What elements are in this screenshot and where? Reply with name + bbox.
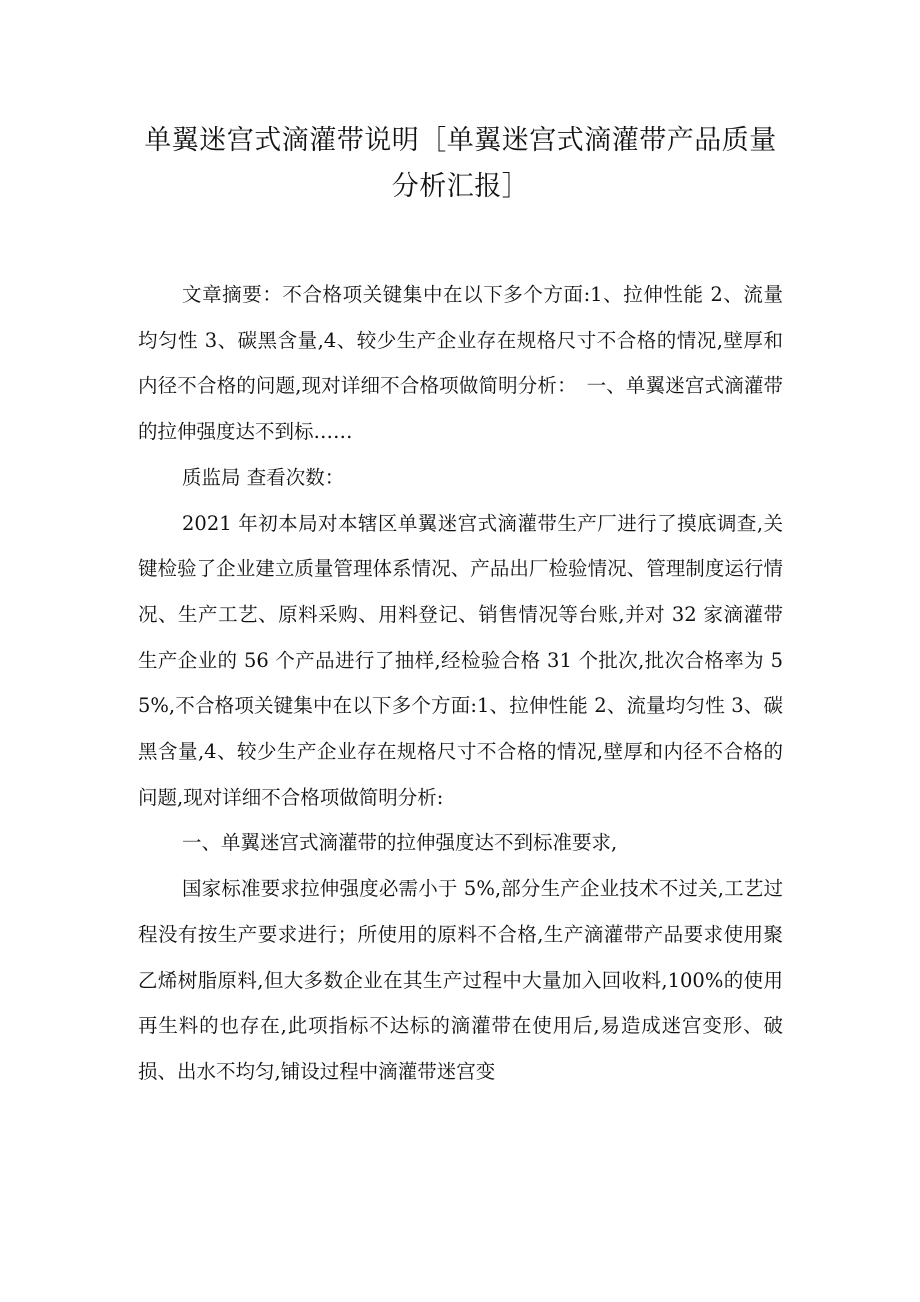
source-line: 质监局 查看次数：: [182, 465, 345, 489]
survey-paragraph: 2021 年初本局对本辖区单翼迷宫式滴灌带生产厂进行了摸底调查,关键检验了企业建立质量管理体系情况、产品出厂检验情况、管理制度运行情况、生产工艺、原料采购、用料登记、销售情况等台账,并对 32 家滴灌带生产企业的 56 个产品进行了抽样,经检验合格 31 个批次,批次合格率为 55%,不合格项关键集中在以下多个方面:1、拉伸性能 2、流量均匀性 3、碳黑含量,4、较少生产企业存在规格尺寸不合格的情况,壁厚和内径不合格的问题,现对详细不合格项做简明分析:: [138, 511, 783, 809]
document-body: [138, 272, 783, 1095]
abstract-paragraph: 文章摘要：不合格项关键集中在以下多个方面:1、拉伸性能 2、流量均匀性 3、碳黑含量,4、较少生产企业存在规格尺寸不合格的情况,壁厚和内径不合格的问题,现对详细不合格项做简明分析： 一、单翼迷宫式滴灌带的拉伸强度达不到标……: [138, 283, 783, 444]
tensile-paragraph: 国家标准要求拉伸强度必需小于 5%,部分生产企业技术不过关,工艺过程没有按生产要求进行；所使用的原料不合格,生产滴灌带产品要求使用聚乙烯树脂原料,但大多数企业在其生产过程中大量加入回收料,100%的使用再生料的也存在,此项指标不达标的滴灌带在使用后,易造成迷宫变形、破损、出水不均匀,铺设过程中滴灌带迷宫变: [138, 877, 783, 1083]
document-page: [138, 0, 783, 1095]
document-title: 单翼迷宫式滴灌带说明［单翼迷宫式滴灌带产品质量分析汇报］: [144, 125, 777, 202]
section-heading: 一、单翼迷宫式滴灌带的拉伸强度达不到标准要求,: [182, 831, 618, 855]
